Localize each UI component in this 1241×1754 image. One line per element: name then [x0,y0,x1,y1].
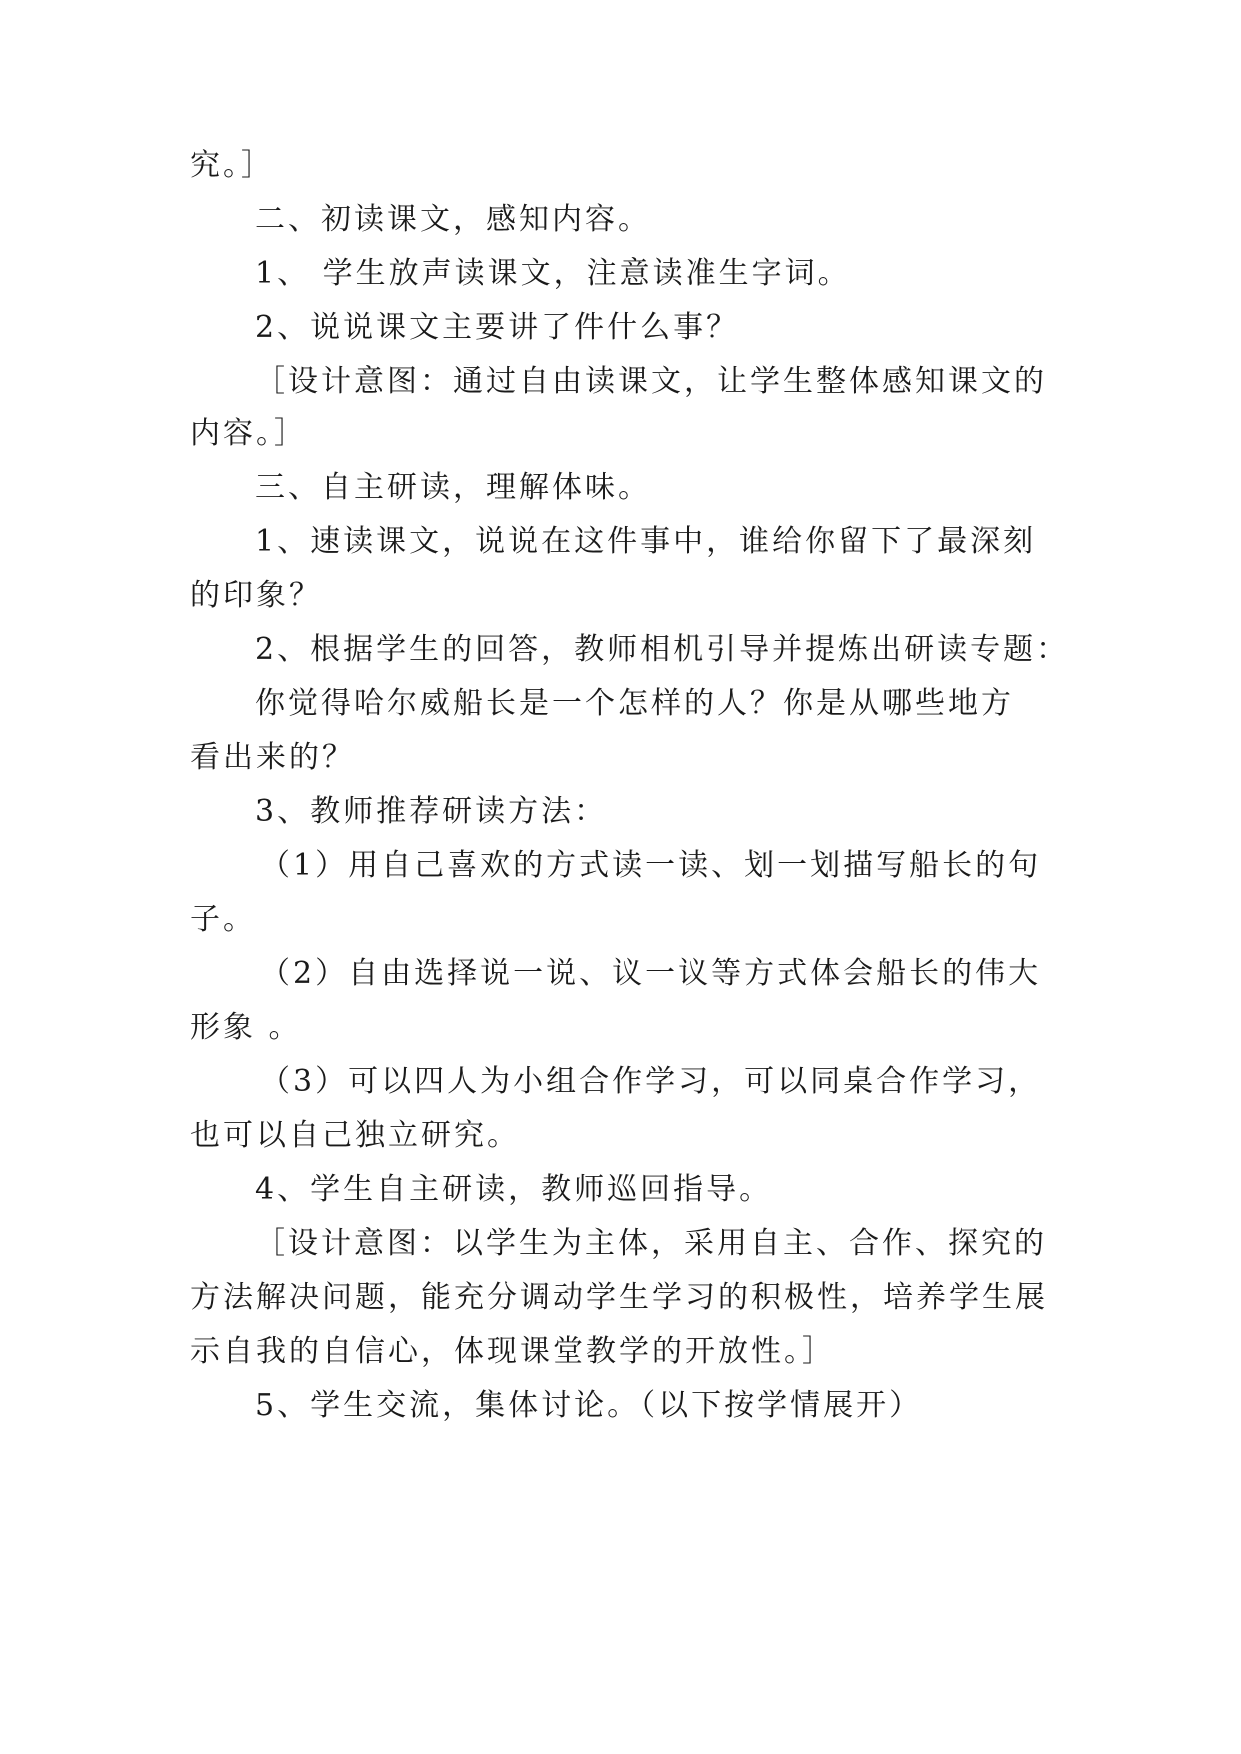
text-line: 你觉得哈尔威船长是一个怎样的人？你是从哪些地方 [255,686,1014,721]
text-line: 也可以自己独立研究。 [190,1118,520,1153]
text-line: 内容。］ [190,416,307,451]
text-line: 的印象？ [190,578,322,613]
text-line: ［设计意图：通过自由读课文，让学生整体感知课文的 [255,364,1047,399]
section-heading: 二、初读课文，感知内容。 [255,202,651,237]
text-line: 1、速读课文，说说在这件事中，谁给你留下了最深刻 [255,524,1037,559]
text-line: （1）用自己喜欢的方式读一读、划一划描写船长的句 [260,848,1042,883]
text-line: （3）可以四人为小组合作学习，可以同桌合作学习， [260,1064,1042,1099]
text-line: 看出来的？ [190,740,355,775]
text-line: 2、说说课文主要讲了件什么事？ [255,310,740,345]
text-line: 4、学生自主研读，教师巡回指导。 [255,1172,773,1207]
text-line: 究。］ [190,148,274,183]
text-line: 方法解决问题，能充分调动学生学习的积极性，培养学生展 [190,1280,1048,1315]
text-line: ［设计意图：以学生为主体，采用自主、合作、探究的 [255,1226,1047,1261]
text-line: 5、学生交流，集体讨论。（以下按学情展开） [255,1388,923,1423]
text-line: 子。 [190,902,256,937]
section-heading: 三、自主研读，理解体味。 [255,470,651,505]
text-line: （2）自由选择说一说、议一议等方式体会船长的伟大 [260,956,1042,991]
text-line: 2、根据学生的回答，教师相机引导并提炼出研读专题： [255,632,1070,667]
text-line: 形象 。 [190,1010,302,1045]
text-line: 3、教师推荐研读方法： [255,794,608,829]
text-line: 示自我的自信心，体现课堂教学的开放性。］ [190,1334,835,1369]
text-line: 1、 学生放声读课文，注意读准生字词。 [255,256,851,291]
